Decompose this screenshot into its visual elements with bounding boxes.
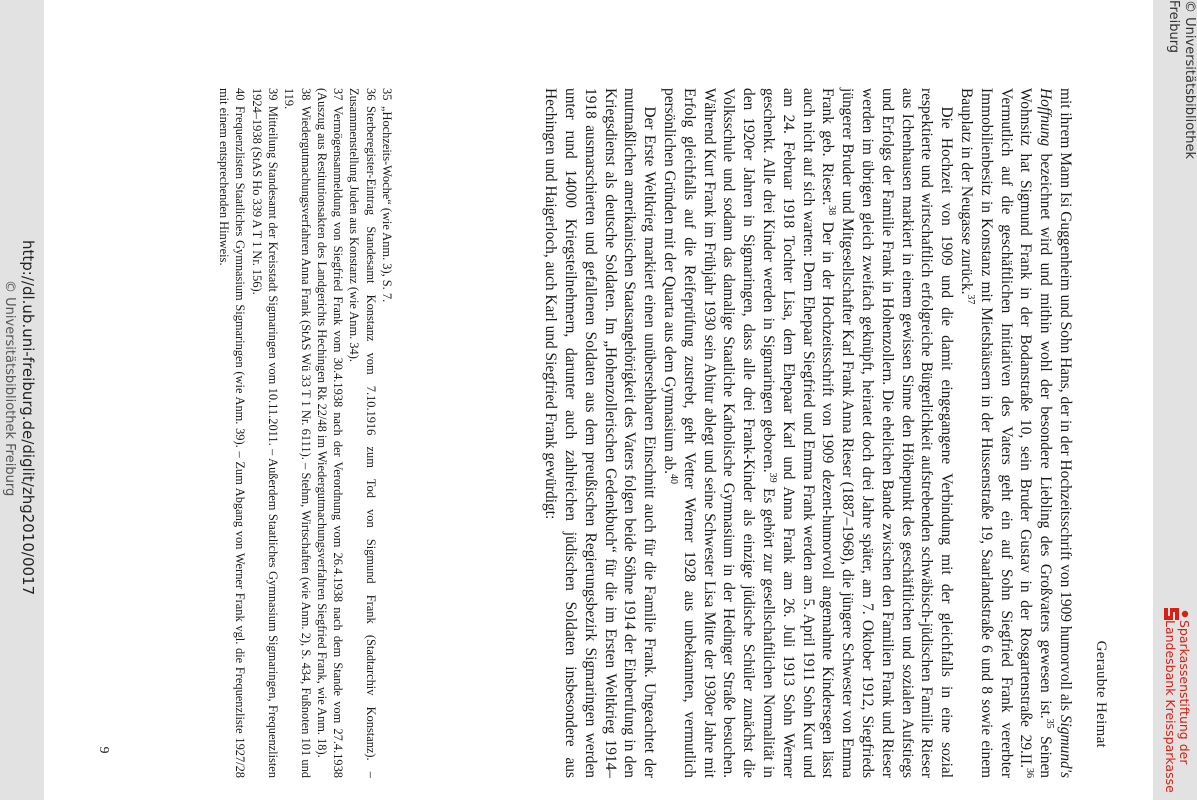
page-number: 9	[96, 746, 111, 754]
paragraph-2: Die Hochzeit von 1909 und die damit eingegangene Verbindung mit der gleichfalls in eine sozial respektierte und wirtschaftlich erfolgreiche Bürgerlichkeit aufstrebenden schwäbisch-jüdischen Familie Rieser aus Ichenhausen markiert in einem gewissen Sinne den Höhepunkt des geschäftlichen und sozialen Aufstiegs und Erfolgs der Familie Frank in Hohenzollern. Die ehelichen Bande zwischen den Familien Frank und Rieser werden im übrigen gleich zweifach geknüpft, heiratet doch drei Jahre später, am 7. Oktober 1912, Siegfrieds jüngerer Bruder und Mitgesellschafter Karl Frank Anna Rieser (1887–1968), die jüngere Schwester von Emma Frank geb. Rieser.$^{38}$ Der in der Hochzeitsschrift von 1909 dezent-humorvoll angemahnte Kindersegen lässt auch nicht auf sich warten: Dem Ehepaar Siegfried und Emma Frank werden am 5. April 1911 Sohn Kurt und am 24. Februar 1918 Tochter Lisa, dem Ehepaar Karl und Anna Frank am 26. Juli 1913 Sohn Werner geschenkt. Alle drei Kinder werden in Sigmaringen geboren.$^{39}$ Es gehört zur gesellschaftlichen Normalität in den 1920er Jahren in Sigmaringen, dass alle drei Frank-Kinder als einzige jüdische Schüler zunächst die Volksschule und sodann das damalige Staatliche Katholische Gymnasium in der Hedinger Straße besuchen. Während Kurt Frank im Frühjahr 1930 sein Abitur ablegt und seine Schwester Lisa Mitte der 1930er Jahre mit Erfolg gleichfalls auf die Reifeprüfung zustrebt, geht Vetter Werner 1928 aus unbekannten, vermutlich persönlichen Gründen mit der Quarta aus dem Gymnasium ab.$^{40}$	[661, 88, 956, 779]
body-text	[540, 88, 1075, 778]
paragraph-1: mit ihrem Mann Isi Guggenheim und Sohn Hans, der in der Hochzeitsschrift von 1909 humorvoll als Sigmund's Hoffnung bezeichnet wird und mithin wohl der besondere Liebling des Großvaters gewesen ist.$^{35}$ Seinen Wohnsitz hat Sigmund Frank in der Bodanstraße 10, sein Bruder Gustav in der Rosgartenstraße 29.II.$^{36}$ Vermutlich auf die geschäftlichen Initiativen des Vaters geht ein auf Sohn Siegfried Frank vererbter Immobilienbesitz in Konstanz mit Mietshäusern in der Hussenstraße 19, Saarlandstraße 6 und 8 sowie einem Bauplatz in der Neugasse zurück.$^{37}$	[958, 88, 1074, 778]
partner-name: Sparkassenstiftung der Landesbank Kreissparkasse	[1163, 620, 1192, 793]
footnote: 40Frequenzlisten Staatliches Gymnasium Sigmaringen (wie Anm. 39). – Zum Abgang von Werner Frank vgl. die Frequenzliste 1927/28 mit einem entsprechenden Hinweis.	[217, 88, 248, 778]
paragraph-3: Der Erste Weltkrieg markiert einen unübersehbaren Einschnitt auch für die Familie Frank. Ungeachtet der mutmaßlichen amerikanischen Staatsangehörigkeit des Vaters folgen beide Söhne 1914 der Einberufung in den Kriegsdienst als deutsche Soldaten. Im „Hohenzollerischen Gedenkbuch“ für die im Ersten Weltkrieg 1914–1918 ausmarschierten und gefallenen Soldaten aus dem preußischen Regierungsbezirk Sigmaringen werden unter rund 14000 Kriegsteilnehmern, darunter auch zahlreichen jüdischen Soldaten insbesondere aus Hechingen und Haigerloch, auch Karl und Siegfried Frank gewürdigt:	[542, 88, 659, 778]
footnote: 36Sterberegister-Eintrag Standesamt Konstanz vom 7.10.1916 zum Tod von Sigmund Frank (Stadtarchiv Konstanz). – Zusammenstellung Juden aus Konstanz (wie Anm. 34).	[347, 88, 378, 778]
footnote-ref: 36	[1024, 768, 1036, 778]
running-header: Geraubte Heimat	[1093, 640, 1109, 748]
viewer-margin-top	[1153, 0, 1197, 800]
footnote-ref: 39	[767, 472, 779, 483]
copyright-notice: © Universitätsbibliothek Freiburg	[2, 280, 17, 497]
copyright-partial: © Universitätsbibliothek Freiburg	[1166, 0, 1197, 160]
footnote: 35„Hochzeits-Woche“ (wie Anm. 3), S. 7.	[380, 88, 394, 303]
document-url-link[interactable]: http://dl.ub.uni-freiburg.de/diglit/zhg2010/0017	[19, 240, 37, 596]
footnote-ref: 40	[668, 473, 680, 484]
footnote: 37Vermögensanmeldung von Siegfried Frank vom 30.4.1938 nach der Verordnung vom 26.4.1938 nach dem Stande vom 27.4.1938 (Auszug aus Restitutionsakten des Landgerichts Hechingen Rk 22/48 im Wiedergutmachungsverfahren Siegfried Frank, wie Anm. 18).	[314, 88, 346, 778]
footnote: 39Mitteilung Standesamt der Kreisstadt Sigmaringen vom 10.11.2011. – Außerdem Staatliches Gymnasium Sigmaringen, Frequenzlisten 1924–1938 (StAS Ho 339 A T 1 Nr. 156).	[249, 88, 280, 778]
footnote-ref: 35	[1044, 718, 1056, 729]
footnote: 38Wiedergutmachungsverfahren Anna Frank (StAS Wü 33 T 1 Nr. 6111). – Stehm, Wirtschaften (wie Anm. 2), S. 434, Fußnoten 101 und 119.	[282, 88, 313, 778]
footnote-ref: 37	[965, 294, 977, 305]
footnote-ref: 38	[826, 205, 838, 216]
footnotes	[216, 88, 395, 778]
